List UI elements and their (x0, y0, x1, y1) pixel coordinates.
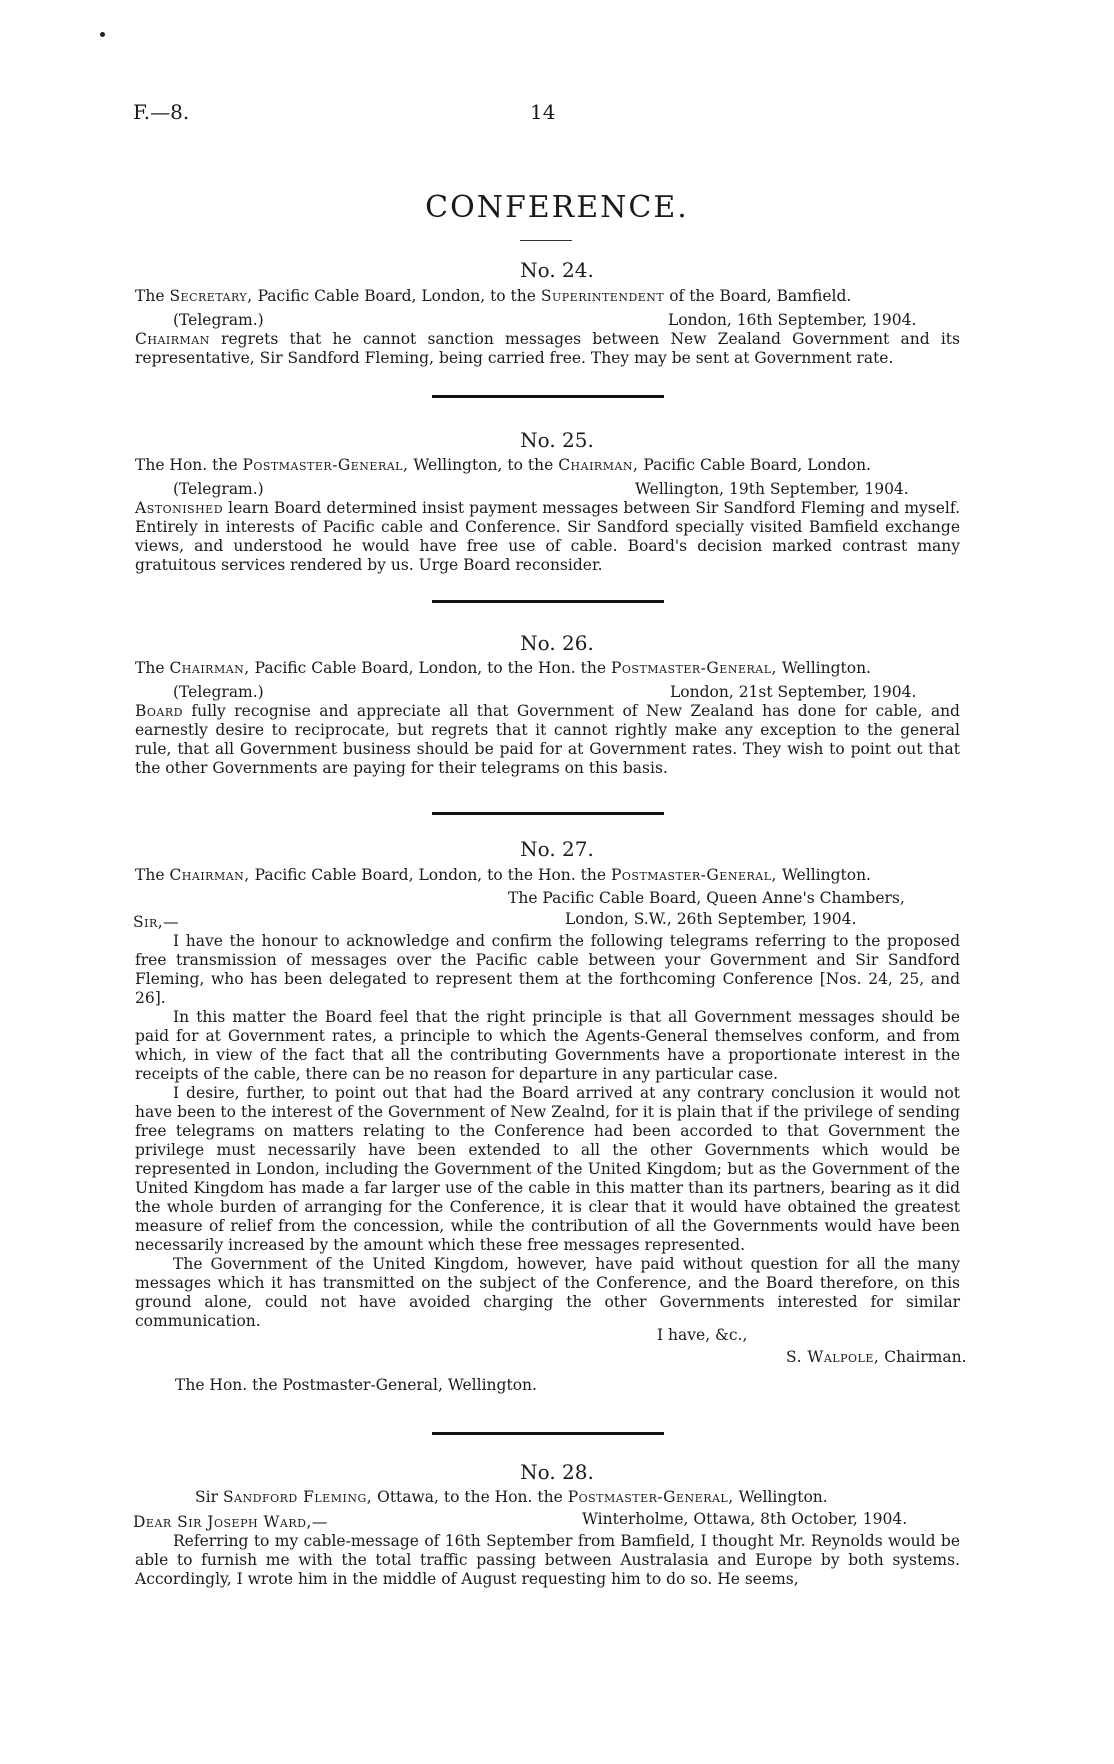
section-24-telegram-label: (Telegram.) (173, 311, 264, 329)
section-divider (432, 1432, 664, 1435)
section-27-address-line-1: The Pacific Cable Board, Queen Anne's Chambers, (508, 889, 905, 907)
section-25-place-date: Wellington, 19th September, 1904. (635, 480, 909, 498)
section-divider (432, 812, 664, 815)
section-number-26: No. 26. (520, 631, 594, 655)
section-27-letter-body: I have the honour to acknowledge and confirm the following telegrams referring to the proposed free transmission of messages over the Pacific cable between your Government and Sir Sandford Fleming, who has been delegated to represent them at the forthcoming Conference [Nos. 24, 25, and 26]. In this matter the Board feel that the right principle is that all Government messages should be paid for at Government rates, a principle to which the Agents-General themselves conform, and from which, in view of the fact that all the contributing Governments have a proportionate interest in the receipts of the cable, there can be no reason for departure in any particular case. I desire, further, to point out that had the Board arrived at any contrary conclusion it would not have been to the interest of the Government of New Zealnd, for it is plain that if the privilege of sending free telegrams on matters relating to the Conference had been accorded to that Government the privilege must necessarily have been extended to all the other Governments which would be represented in London, including the Government of the United Kingdom; but as the Government of the United Kingdom has made a far larger use of the cable in this matter than its partners, bearing as it did the whole burden of arranging for the Conference, it is clear that it would have obtained the greatest measure of relief from the concession, while the contribution of all the Governments would have been necessarily increased by the amount which these free messages represented. The Government of the United Kingdom, however, have paid without question for all the many messages which it has transmitted on the subject of the Conference, and the Board therefore, on this ground alone, could not have avoided charging the other Governments interested for similar communication. (135, 932, 960, 1330)
section-25-heading: The Hon. the Postmaster-General, Wellington, to the Chairman, Pacific Cable Board, London. (135, 456, 871, 474)
title-rule (520, 240, 572, 241)
section-number-24: No. 24. (520, 258, 594, 282)
section-divider (432, 395, 664, 398)
section-24-heading: The Secretary, Pacific Cable Board, London, to the Superintendent of the Board, Bamfield. (135, 287, 852, 305)
section-25-body: Astonished learn Board determined insist payment messages between Sir Sandford Fleming and myself. Entirely in interests of Pacific cable and Conference. Sir Sandford specially visited Bamfield exchange views, and understood he would have free use of cable. Board's decision marked contrast many gratuitous services rendered by us. Urge Board reconsider. (135, 499, 960, 574)
section-25-telegram-label: (Telegram.) (173, 480, 264, 498)
section-26-body: Board fully recognise and appreciate all that Government of New Zealand has done for cable, and earnestly desire to reciprocate, but regrets that it cannot rightly make any exception to the general rule, that all Government business should be paid for at Government rates. They wish to point out that the other Governments are paying for their telegrams on this basis. (135, 702, 960, 777)
section-27-address-line-2: London, S.W., 26th September, 1904. (565, 910, 857, 928)
section-26-telegram-label: (Telegram.) (173, 683, 264, 701)
section-number-25: No. 25. (520, 428, 594, 452)
section-27-salutation: Sir,— (133, 913, 180, 931)
section-26-heading: The Chairman, Pacific Cable Board, London, to the Hon. the Postmaster-General, Wellington. (135, 659, 871, 677)
page-number: 14 (530, 100, 556, 124)
page-title: CONFERENCE. (425, 190, 689, 225)
section-27-signature: S. Walpole, Chairman. (786, 1348, 967, 1366)
section-27-heading: The Chairman, Pacific Cable Board, London, to the Hon. the Postmaster-General, Wellington. (135, 866, 871, 884)
section-28-letter-body: Referring to my cable-message of 16th September from Bamfield, I thought Mr. Reynolds would be able to furnish me with the total traffic passing between Australasia and Europe by both systems. Accordingly, I wrote him in the middle of August requesting him to do so. He seems, (135, 1532, 960, 1588)
section-24-body: Chairman regrets that he cannot sanction messages between New Zealand Government and its representative, Sir Sandford Fleming, being carried free. They may be sent at Government rate. (135, 330, 960, 367)
scan-mark (100, 32, 105, 37)
section-number-27: No. 27. (520, 837, 594, 861)
section-28-salutation: Dear Sir Joseph Ward,— (133, 1513, 328, 1531)
section-26-place-date: London, 21st September, 1904. (670, 683, 917, 701)
section-27-closing: I have, &c., (657, 1326, 748, 1344)
section-27-addressee: The Hon. the Postmaster-General, Wellington. (175, 1376, 537, 1394)
section-24-place-date: London, 16th September, 1904. (668, 311, 917, 329)
section-28-place-date: Winterholme, Ottawa, 8th October, 1904. (582, 1510, 908, 1528)
section-divider (432, 600, 664, 603)
section-28-heading: Sir Sandford Fleming, Ottawa, to the Hon. the Postmaster-General, Wellington. (195, 1488, 828, 1506)
document-reference: F.—8. (133, 100, 190, 124)
section-number-28: No. 28. (520, 1460, 594, 1484)
